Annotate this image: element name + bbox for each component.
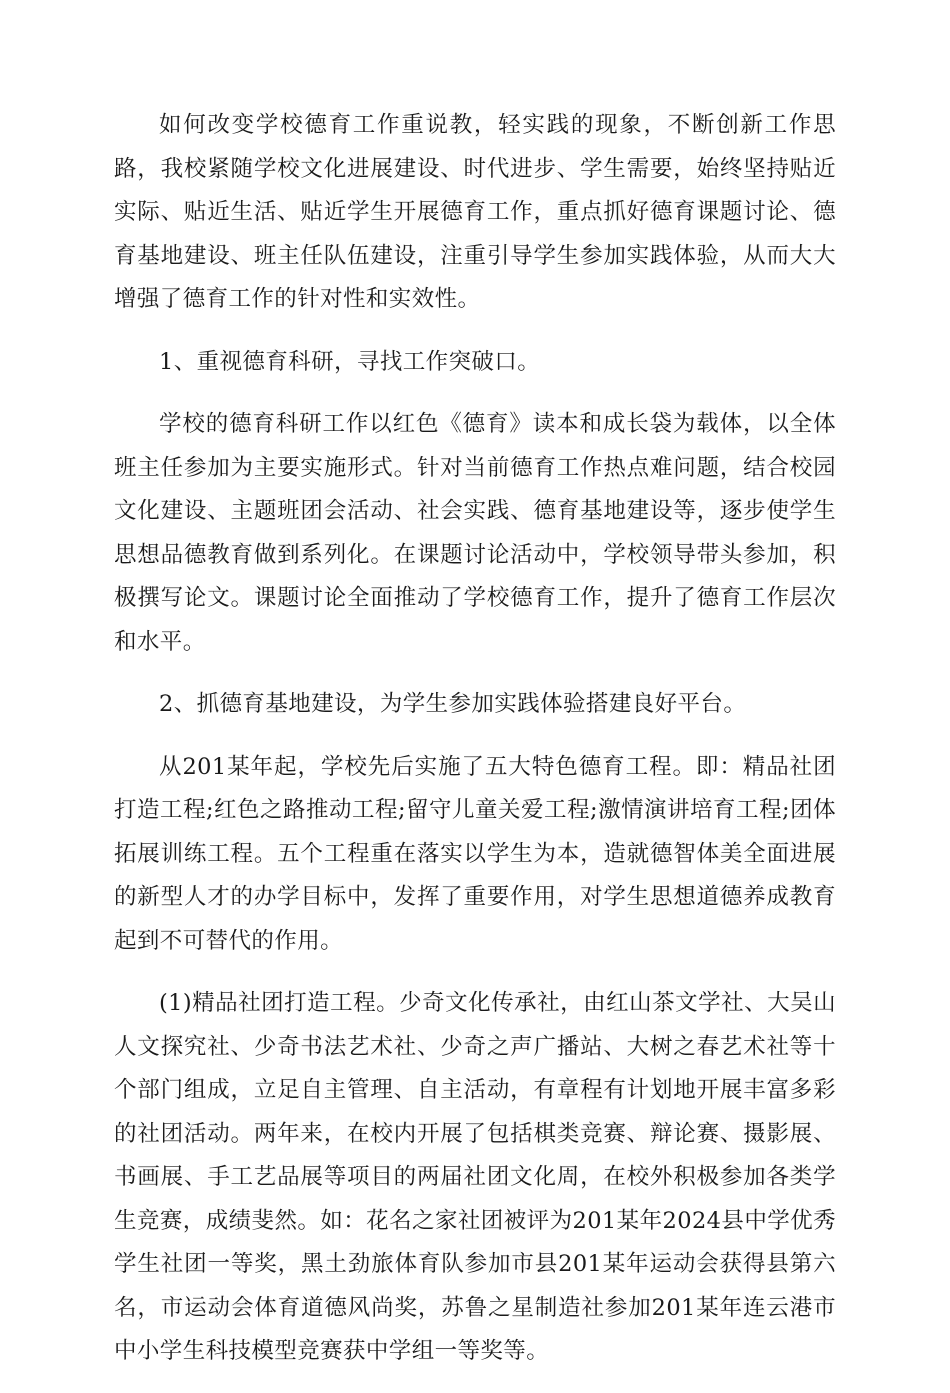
section-2-paragraph: 从201某年起，学校先后实施了五大特色德育工程。即：精品社团打造工程;红色之路推动工程;留守儿童关爱工程;激情演讲培育工程;团体拓展训练工程。五个工程重在落实以学生为本，造就德智体美全面进展的新型人才的办学目标中，发挥了重要作用，对学生思想道德养成教育起到不可替代的作用。 [114, 753, 836, 954]
intro-paragraph: 如何改变学校德育工作重说教，轻实践的现象，不断创新工作思路，我校紧随学校文化进展建设、时代进步、学生需要，始终坚持贴近实际、贴近生活、贴近学生开展德育工作，重点抓好德育课题讨论、德育基地建设、班主任队伍建设，注重引导学生参加实践体验，从而大大增强了德育工作的针对性和实效性。 [114, 112, 836, 312]
section-1-heading: 1、重视德育科研，寻找工作突破口。 [159, 348, 541, 375]
section-2-heading: 2、抓德育基地建设，为学生参加实践体验搭建良好平台。 [159, 691, 747, 717]
subsection-1-paragraph: (1)精品社团打造工程。少奇文化传承社，由红山茶文学社、大吴山人文探究社、少奇书法艺术社、少奇之声广播站、大树之春艺术社等十个部门组成，立足自主管理、自主活动，有章程有计划地开展丰富多彩的社团活动。两年来，在校内开展了包括棋类竞赛、辩论赛、摄影展、书画展、手工艺品展等项目的两届社团文化周，在校外积极参加各类学生竞赛，成绩斐然。如：花名之家社团被评为201某年2024县中学优秀学生社团一等奖，黑土劲旅体育队参加市县201某年运动会获得县第六名，市运动会体育道德风尚奖，苏鲁之星制造社参加201某年连云港市中小学生科技模型竞赛获中学组一等奖等。 [114, 990, 836, 1364]
section-1-paragraph: 学校的德育科研工作以红色《德育》读本和成长袋为载体，以全体班主任参加为主要实施形式。针对当前德育工作热点难问题，结合校园文化建设、主题班团会活动、社会实践、德育基地建设等，逐步使学生思想品德教育做到系列化。在课题讨论活动中，学校领导带头参加，积极撰写论文。课题讨论全面推动了学校德育工作，提升了德育工作层次和水平。 [114, 411, 836, 655]
document-body [114, 104, 836, 1393]
